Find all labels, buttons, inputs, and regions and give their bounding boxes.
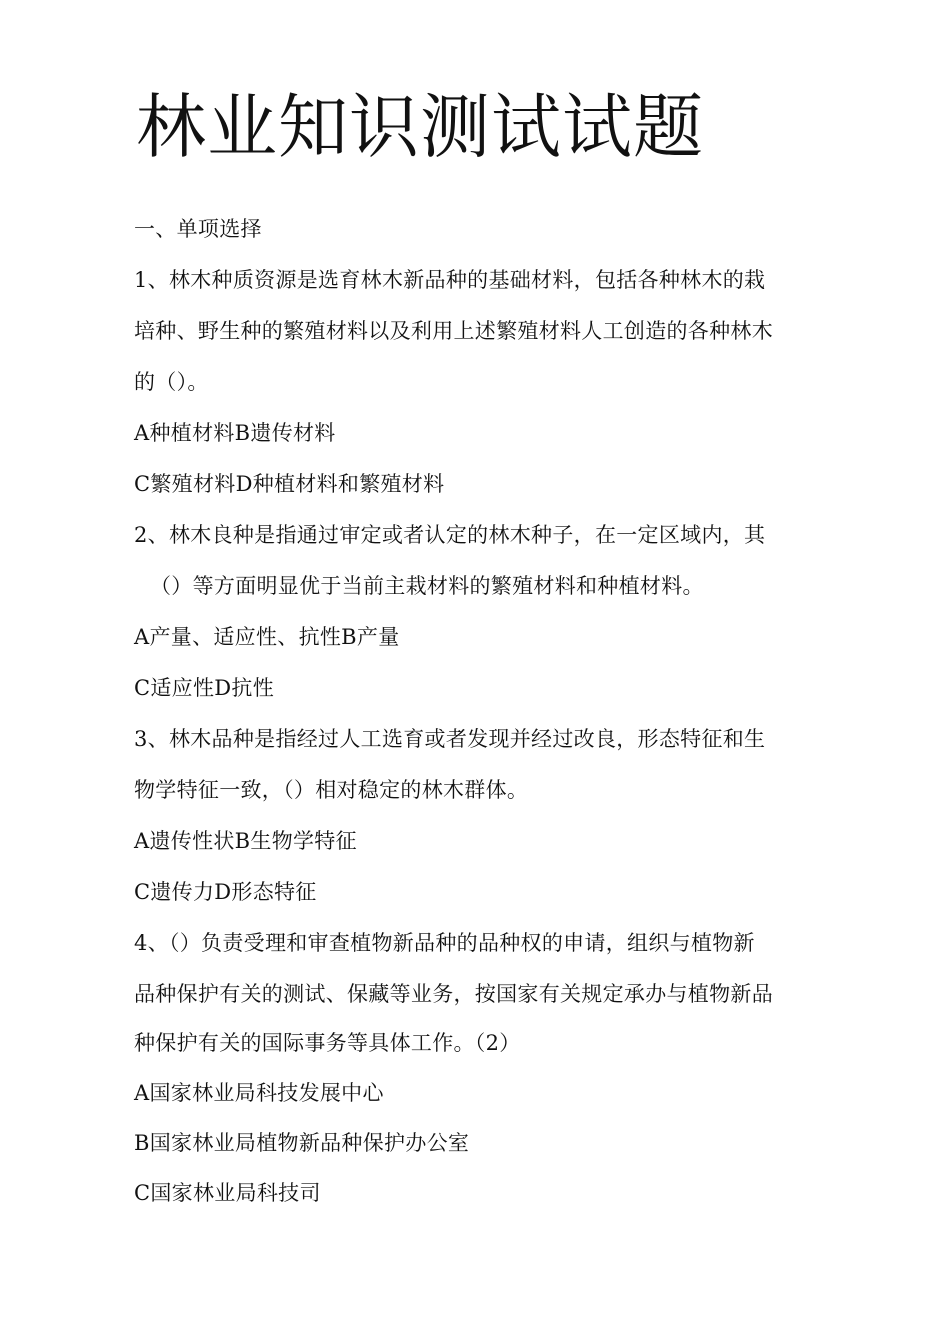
q3-options-ab: A遗传性状B生物学特征 xyxy=(134,829,357,853)
q1-stem-line-1: 1、林木种质资源是选育林木新品种的基础材料，包括各种林木的栽 xyxy=(134,268,766,292)
q1-stem-line-3: 的（）。 xyxy=(134,370,209,394)
q3-stem-line-2: 物学特征一致，（）相对稳定的林木群体。 xyxy=(134,778,529,802)
q1-options-ab: A种植材料B遗传材料 xyxy=(134,421,336,445)
section-heading: 一、单项选择 xyxy=(134,217,262,241)
q3-options-cd: C遗传力D形态特征 xyxy=(134,880,317,904)
q2-stem-line-2: （）等方面明显优于当前主栽材料的繁殖材料和种植材料。 xyxy=(150,574,704,598)
q4-stem-line-1: 4、（）负责受理和审查植物新品种的品种权的申请，组织与植物新 xyxy=(134,931,755,955)
q4-stem-line-3: 种保护有关的国际事务等具体工作。（2） xyxy=(134,1031,521,1055)
q3-stem-line-1: 3、林木品种是指经过人工选育或者发现并经过改良，形态特征和生 xyxy=(134,727,766,751)
q2-options-ab: A产量、适应性、抗性B产量 xyxy=(134,625,400,649)
q4-stem-line-2: 品种保护有关的测试、保藏等业务，按国家有关规定承办与植物新品 xyxy=(134,982,773,1006)
q4-option-c: C国家林业局科技司 xyxy=(134,1181,321,1205)
q4-option-b: B国家林业局植物新品种保护办公室 xyxy=(134,1131,470,1155)
q1-options-cd: C繁殖材料D种植材料和繁殖材料 xyxy=(134,472,445,496)
q2-options-cd: C适应性D抗性 xyxy=(134,676,275,700)
q2-stem-line-1: 2、林木良种是指通过审定或者认定的林木种子，在一定区域内，其 xyxy=(134,523,766,547)
q1-stem-line-2: 培种、野生种的繁殖材料以及利用上述繁殖材料人工创造的各种林木 xyxy=(134,319,773,343)
page-title: 林业知识测试试题 xyxy=(136,86,704,168)
q4-option-a: A国家林业局科技发展中心 xyxy=(134,1081,384,1105)
